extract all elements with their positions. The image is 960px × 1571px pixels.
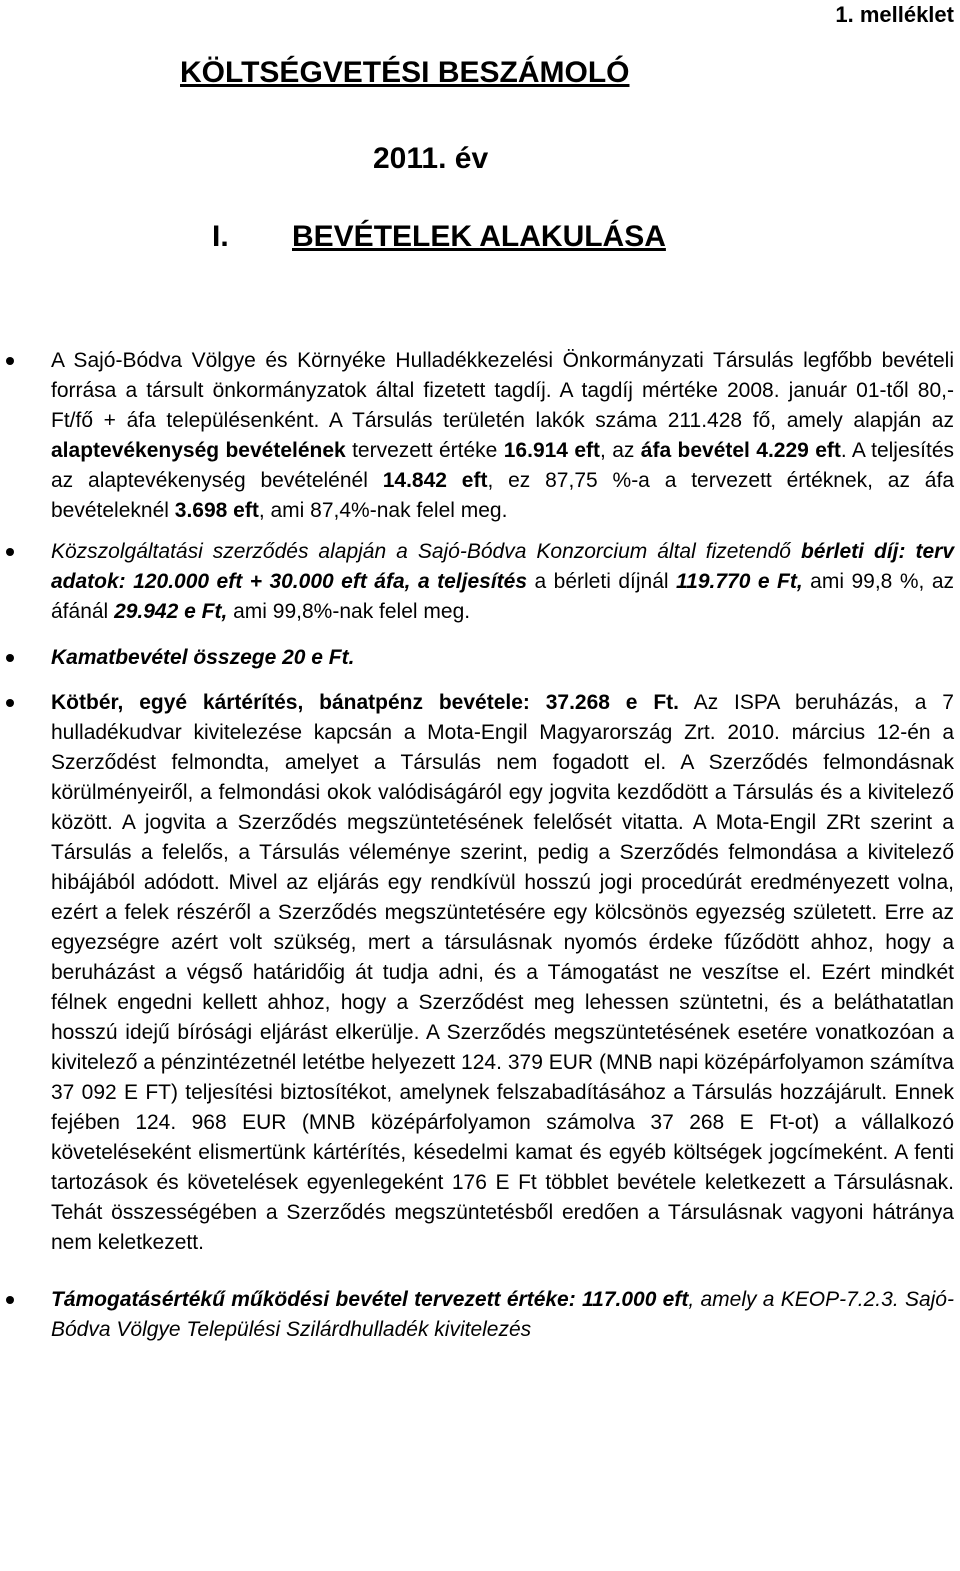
text-run: ami 99,8%-nak felel meg.: [227, 600, 471, 623]
annex-label: 1. melléklet: [835, 2, 954, 27]
text-run: tervezett értéke: [345, 439, 504, 462]
bullet-icon: [6, 699, 14, 707]
text-run: , ami 87,4%-nak felel meg.: [258, 499, 508, 522]
text-run-italic: Közszolgáltatási szerződés alapján a Sajó-Bódva Konzorcium által fizetendő: [51, 540, 801, 563]
revenue-list: [0, 346, 960, 1345]
bullet-icon: [6, 357, 14, 365]
text-run-bold-italic: bérleti díj: terv adatok: 120.000 eft + 30.000 eft áfa, a teljesítés: [51, 540, 954, 593]
list-item-grant: [0, 1285, 960, 1345]
text-run-italic: , amely a KEOP-7.2.3. Sajó-Bódva Völgye Települési Szilárdhulladék kivitelezés: [51, 1288, 954, 1341]
list-item-membership-fee: [0, 346, 960, 526]
text-run-bold-italic: 119.770 e Ft,: [676, 570, 803, 593]
section-number: I.: [212, 220, 229, 253]
document-year: 2011. év: [373, 142, 489, 175]
section-title: BEVÉTELEK ALAKULÁSA: [292, 220, 666, 253]
text-run: A Sajó-Bódva Völgye és Környéke Hulladékkezelési Önkormányzati Társulás legfőbb bevételi forrása a társult önkormányzatok által fizetett tagdíj. A tagdíj mértéke 2008. január 01-től 80,- Ft/fő + áfa településenként. A Társulás területén lakók száma 211.428 fő, amely alapján az: [51, 349, 954, 432]
text-run: . A teljesítés az alaptevékenység bevételénél: [51, 439, 954, 492]
text-run-bold-italic: Kamatbevétel összege 20 e Ft.: [51, 646, 355, 669]
text-run-bold: 14.842 eft: [382, 469, 488, 492]
list-item-rental-fee: [0, 537, 960, 627]
text-run-bold: 16.914 eft: [503, 439, 601, 462]
bullet-icon: [6, 548, 14, 556]
text-run-bold-italic: 29.942 e Ft,: [114, 600, 228, 623]
text-run: Az ISPA beruházás, a 7 hulladékudvar kivitelezése kapcsán a Mota-Engil Magyarország Zrt. 2010. március 12-én a Szerződést felmondta, amelyet a Társulás nem fogadott el. A Szerződés felmondásnak körülményeiről, a felmondási okok valódiságáról egy jogvita kezdődött a Társulás és a kivitelező között. A jogvita a Szerződés megszüntetésének felelősét vitatta. A Mota-Engil ZRt szerint a Társulás a felelős, a Társulás véleménye szerint, pedig a Szerződés felmondása a kivitelező hibájából adódott. Mivel az eljárás egy rendkívül hosszú jogi procedúrát eredményezett volna, ezért a felek részéről a Szerződés megszüntetésére egy kölcsönös egyezség született. Erre az egyezségre azért volt szükség, mert a társulásnak nyomós érdeke fűződött ahhoz, hogy a beruházást a végső határidőig át tudja adni, és a Támogatást ne veszítse el. Ezért mindkét félnek engedni kellett ahhoz, hogy a Szerződést meg lehessen szüntetni, és a beláthatatlan hosszú idejű bírósági eljárást elkerülje. A Szerződés megszüntetésének esetére vonatkozóan a kivitelező a pénzintézetnél letétbe helyezett 124. 379 EUR (MNB napi középárfolyamon számítva 37 092 E FT) teljesítési biztosítékot, amelynek felszabadításához a Társulás hozzájárult. Ennek fejében 124. 968 EUR (MNB középárfolyamon számolva 37 268 E Ft-ot) a vállalkozó követeléseként elismertünk kártérítés, késedelmi kamat és egyéb költségek jogcímeként. A fenti tartozások és követelések egyenlegeként 176 E Ft többlet bevétele keletkezett a Társulásnak. Tehát összességében a Szerződés megszüntetésből eredően a Társulásnak vagyoni hátránya nem keletkezett.: [51, 691, 954, 1254]
text-run: , az: [600, 439, 641, 462]
document-title: KÖLTSÉGVETÉSI BESZÁMOLÓ: [180, 56, 630, 89]
list-item-penalty: [0, 688, 960, 1258]
text-run-bold: áfa bevétel 4.229 eft: [640, 439, 841, 462]
section-heading: [212, 220, 666, 254]
list-item-interest: [0, 643, 960, 673]
text-run: , ez 87,75 %-a a tervezett értéknek, az áfa bevételeknél: [51, 469, 954, 522]
text-run-bold-italic: Támogatásértékű működési bevétel tervezett értéke: 117.000 eft: [51, 1288, 689, 1311]
bullet-icon: [6, 654, 14, 662]
bullet-icon: [6, 1296, 14, 1304]
text-run-bold: 3.698 eft: [174, 499, 259, 522]
text-run-bold: alaptevékenység bevételének: [51, 439, 346, 462]
text-run: ami 99,8 %, az áfánál: [51, 570, 955, 623]
text-run-bold: Kötbér, egyé kártérítés, bánatpénz bevétele: 37.268 e Ft.: [51, 691, 679, 714]
text-run: a bérleti díjnál: [527, 570, 677, 593]
